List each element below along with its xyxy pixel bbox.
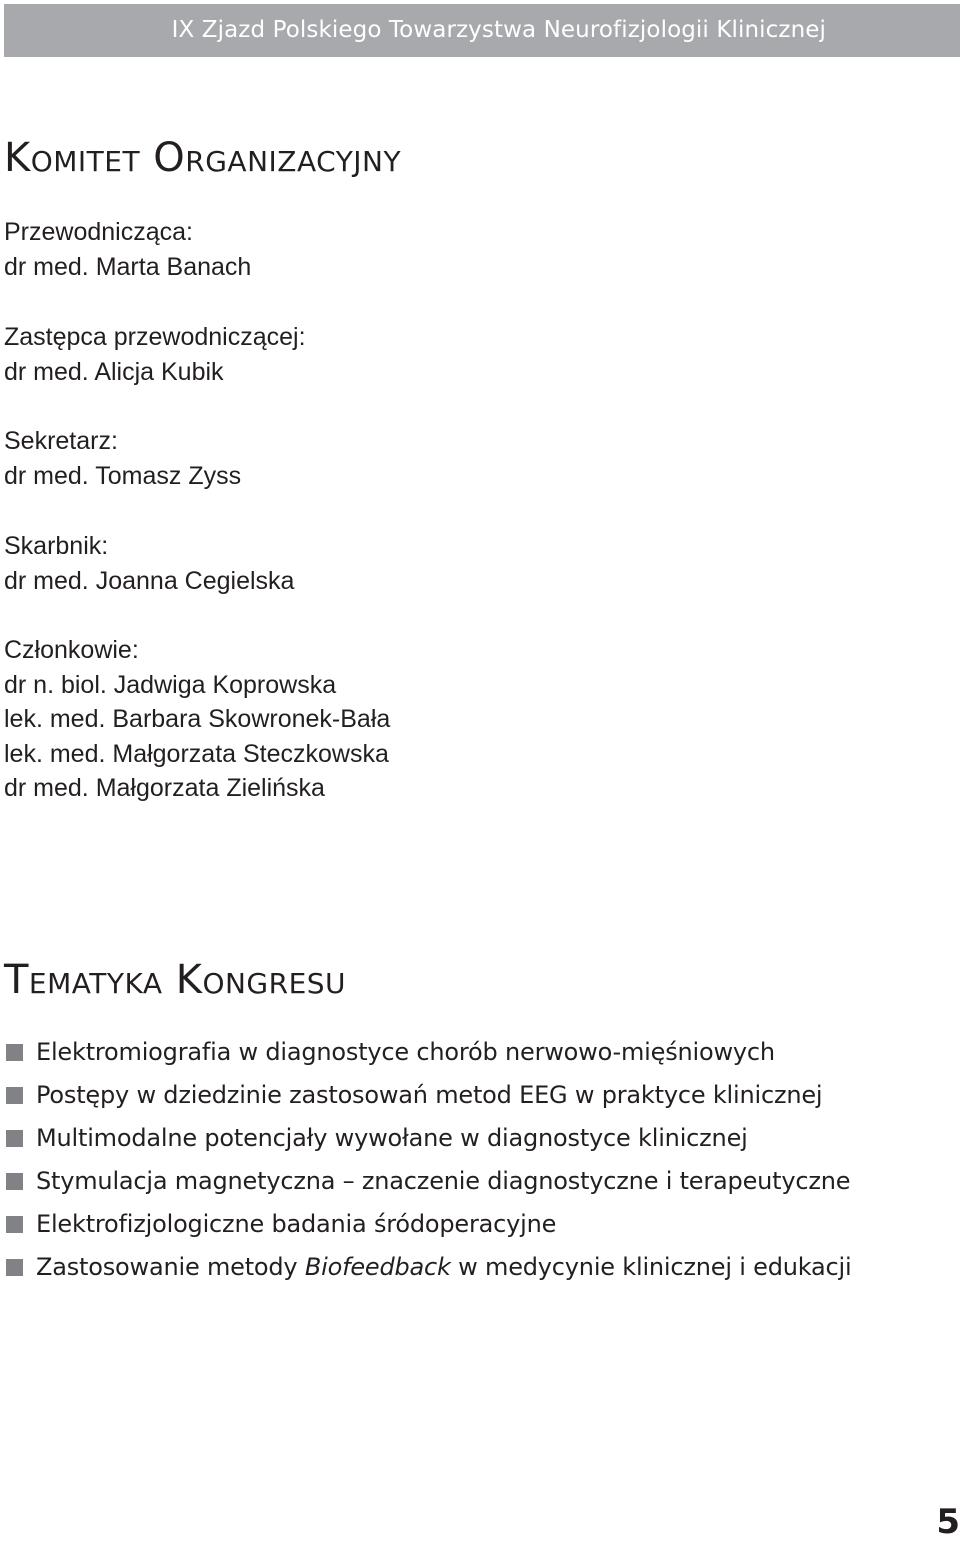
member-name: dr med. Joanna Cegielska — [4, 566, 295, 595]
committee-group-members — [4, 633, 390, 806]
topic-item — [4, 1031, 851, 1074]
square-bullet-icon — [6, 1216, 23, 1233]
topic-text: Postępy w dziedzinie zastosowań metod EEG w praktyce klinicznej — [36, 1081, 823, 1109]
topic-text: Elektrofizjologiczne badania śródoperacyjne — [36, 1210, 557, 1238]
topic-text: Elektromiografia w diagnostyce chorób nerwowo-mięśniowych — [36, 1038, 775, 1066]
topic-text-after: w medycynie klinicznej i edukacji — [450, 1253, 852, 1281]
role-label: Zastępca przewodniczącej: — [4, 323, 306, 351]
header-bar — [4, 4, 960, 57]
topic-text: Multimodalne potencjały wywołane w diagnostyce klinicznej — [36, 1124, 748, 1152]
header-title: IX Zjazd Polskiego Towarzystwa Neurofizjologii Klinicznej — [171, 17, 826, 43]
topic-text-before: Zastosowanie metody — [36, 1253, 305, 1281]
committee-heading: Komitet Organizacyjny — [4, 135, 402, 181]
member-name: lek. med. Małgorzata Steczkowska — [4, 739, 389, 768]
topic-item — [4, 1074, 851, 1117]
member-name: dr med. Alicja Kubik — [4, 357, 224, 386]
committee-group-treasurer — [4, 529, 294, 598]
member-name: dr med. Marta Banach — [4, 252, 252, 281]
committee-group-vice-chair — [4, 320, 306, 389]
topic-item — [4, 1160, 851, 1203]
committee-group-chair — [4, 215, 251, 284]
member-name: dr med. Małgorzata Zielińska — [4, 774, 325, 803]
topics-heading: Tematyka Kongresu — [4, 957, 347, 1003]
role-label: Członkowie: — [4, 636, 139, 664]
topic-item — [4, 1203, 851, 1246]
page-number: 5 — [936, 1502, 960, 1542]
member-name: dr n. biol. Jadwiga Koprowska — [4, 670, 337, 699]
topic-item — [4, 1246, 851, 1289]
square-bullet-icon — [6, 1044, 23, 1061]
topic-item — [4, 1117, 851, 1160]
role-label: Sekretarz: — [4, 427, 118, 455]
square-bullet-icon — [6, 1087, 23, 1104]
member-name: lek. med. Barbara Skowronek-Bała — [4, 705, 391, 734]
square-bullet-icon — [6, 1173, 23, 1190]
role-label: Przewodnicząca: — [4, 218, 193, 246]
role-label: Skarbnik: — [4, 532, 109, 560]
committee-group-secretary — [4, 424, 241, 493]
topics-list — [4, 1031, 851, 1289]
square-bullet-icon — [6, 1259, 23, 1276]
member-name: dr med. Tomasz Zyss — [4, 461, 242, 490]
square-bullet-icon — [6, 1130, 23, 1147]
topic-text-italic: Biofeedback — [304, 1253, 451, 1281]
topic-text: Stymulacja magnetyczna – znaczenie diagnostyczne i terapeutyczne — [36, 1167, 851, 1195]
